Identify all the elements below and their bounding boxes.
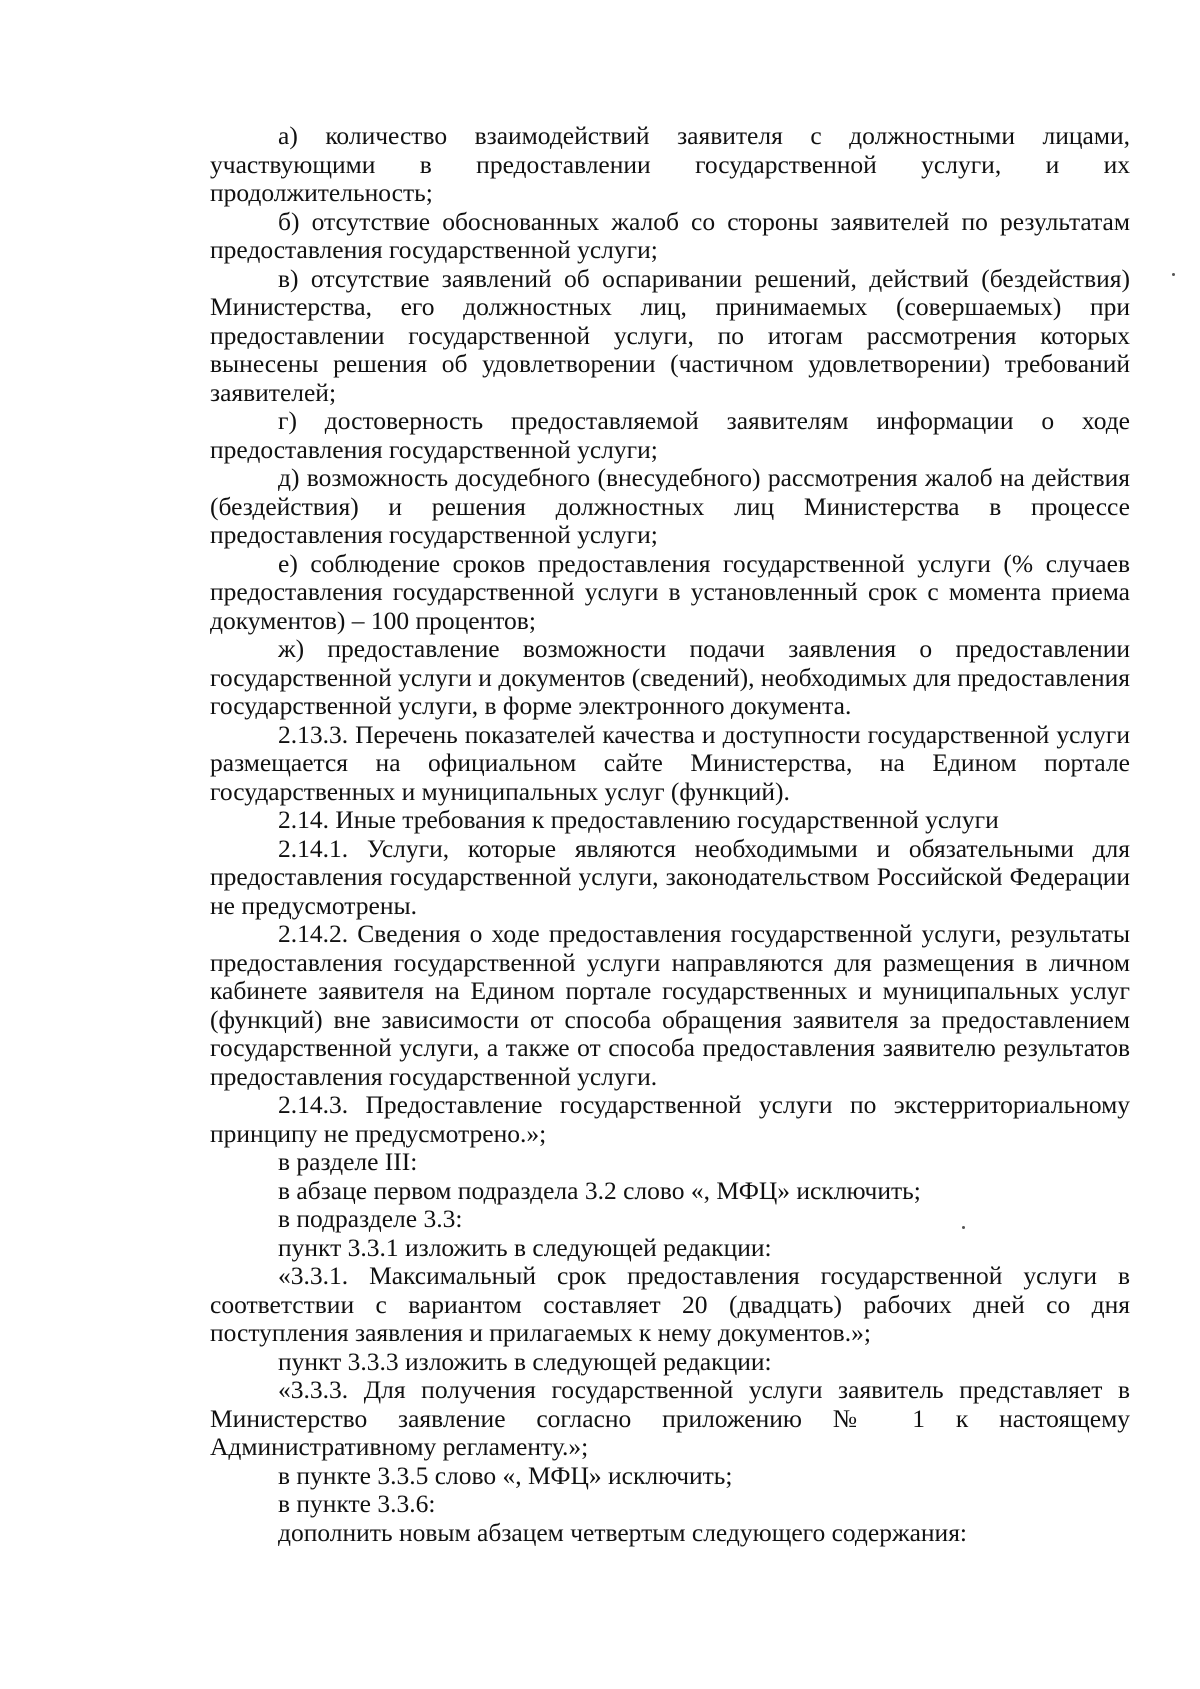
paragraph-2-13-3: 2.13.3. Перечень показателей качества и доступности государственной услуги размещается на официальном сайте Министерства, на Едином портале государственных и муниципальных услуг (функций). xyxy=(210,719,1130,806)
paragraph-2-14-1: 2.14.1. Услуги, которые являются необходимыми и обязательными для предоставления государственной услуги, законодательством Российской Федерации не предусмотрены. xyxy=(210,833,1130,920)
paragraph-2-14-2: 2.14.2. Сведения о ходе предоставления государственной услуги, результаты предоставления государственной услуги направляются для размещения в личном кабинете заявителя на Едином портале государственных и муниципальных услуг (функций) вне зависимости от способа обращения заявителя за предоставлением государственной услуги, а также от способа предоставления заявителю результатов предоставления государственной услуги. xyxy=(210,919,1130,1091)
paragraph-e: е) соблюдение сроков предоставления государственной услуги (% случаев предоставления государственной услуги в установленный срок с момента приема документов) – 100 процентов; xyxy=(210,548,1130,635)
paragraph-3-3-1: «3.3.1. Максимальный срок предоставления государственной услуги в соответствии с вариантом составляет 20 (двадцать) рабочих дней со дня поступления заявления и прилагаемых к нему документов.»; xyxy=(210,1261,1130,1347)
paragraph-add-abzats: дополнить новым абзацем четвертым следующего содержания: xyxy=(278,1517,968,1547)
paragraph-section-3: в разделе III: xyxy=(278,1147,418,1176)
paragraph-item-3-3-5: в пункте 3.3.5 слово «, МФЦ» исключить; xyxy=(278,1460,733,1490)
paragraph-item-3-3-6: в пункте 3.3.6: xyxy=(278,1489,436,1518)
scan-speck xyxy=(962,1226,965,1229)
paragraph-subsection-3-3: в подразделе 3.3: xyxy=(278,1204,463,1233)
paragraph-a: а) количество взаимодействий заявителя с должностными лицами, участвующими в предоставлении государственной услуги, и их продолжительность; xyxy=(210,121,1130,207)
paragraph-d: д) возможность досудебного (внесудебного) рассмотрения жалоб на действия (бездействия) и решения должностных лиц Министерства в процессе предоставления государственной услуги; xyxy=(210,463,1130,549)
paragraph-b: б) отсутствие обоснованных жалоб со стороны заявителей по результатам предоставления государственной услуги; xyxy=(210,206,1130,264)
document-body xyxy=(210,122,1130,1547)
paragraph-2-14-3: 2.14.3. Предоставление государственной услуги по экстерриториальному принципу не предусмотрено.»; xyxy=(210,1090,1130,1148)
paragraph-subsection-3-2: в абзаце первом подраздела 3.2 слово «, МФЦ» исключить; xyxy=(278,1175,921,1205)
paragraph-v: в) отсутствие заявлений об оспаривании решений, действий (бездействия) Министерства, его должностных лиц, принимаемых (совершаемых) при предоставлении государственной услуги, по итогам рассмотрения которых вынесены решения об удовлетворении (частичном удовлетворении) требований заявителей; xyxy=(210,263,1130,407)
paragraph-3-3-3: «3.3.3. Для получения государственной услуги заявитель представляет в Министерство заявление согласно приложению № 1 к настоящему Административному регламенту.»; xyxy=(210,1375,1130,1461)
paragraph-item-3-3-1-intro: пункт 3.3.1 изложить в следующей редакции: xyxy=(278,1232,772,1262)
paragraph-zh: ж) предоставление возможности подачи заявления о предоставлении государственной услуги и документов (сведений), необходимых для предоставления государственной услуги, в форме электронного документа. xyxy=(210,634,1130,720)
paragraph-g: г) достоверность предоставляемой заявителям информации о ходе предоставления государственной услуги; xyxy=(210,406,1130,464)
paragraph-2-14: 2.14. Иные требования к предоставлению государственной услуги xyxy=(278,805,999,834)
paragraph-item-3-3-3-intro: пункт 3.3.3 изложить в следующей редакции: xyxy=(278,1346,772,1376)
scan-speck xyxy=(1172,273,1175,276)
